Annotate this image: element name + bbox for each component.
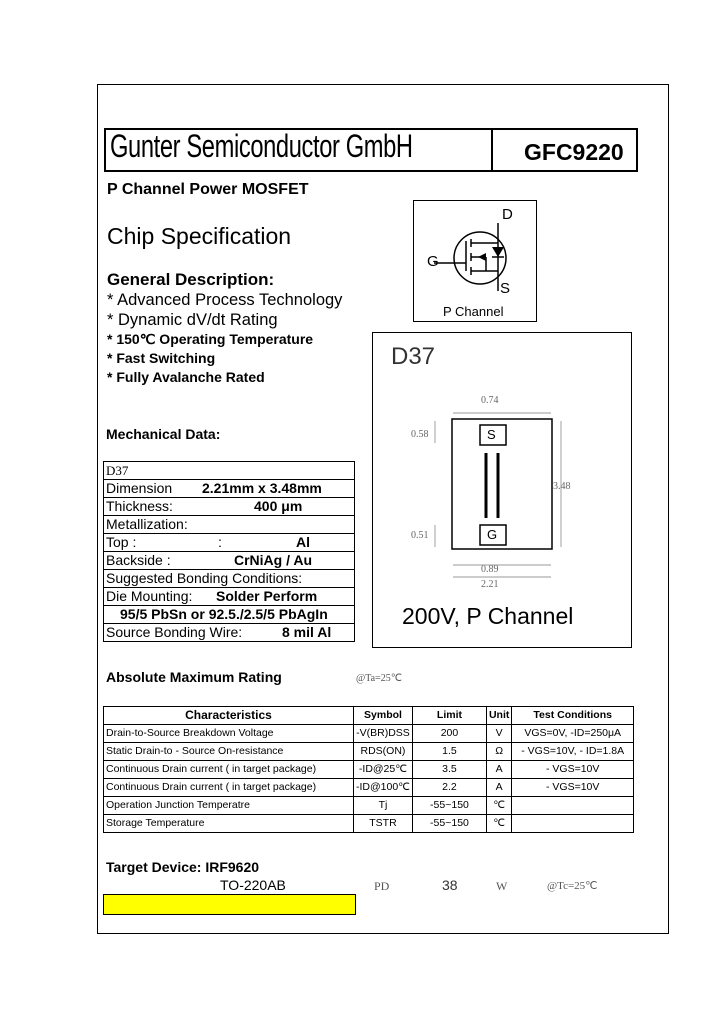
die-title: D37	[391, 343, 436, 370]
dim-left-bottom: 0.51	[411, 530, 429, 541]
cell: - VGS=10V	[512, 761, 634, 779]
highlight-bar	[103, 894, 356, 915]
mech-label: Metallization:	[104, 516, 355, 534]
mechanical-title: Mechanical Data:	[106, 426, 221, 442]
mech-label: Thickness:	[106, 498, 173, 514]
cell: TSTR	[354, 815, 413, 833]
cell: Ω	[486, 743, 511, 761]
mech-label: D37	[104, 462, 355, 480]
dim-bottom: 2.21	[481, 579, 499, 590]
cell: ℃	[486, 815, 511, 833]
cell: RDS(ON)	[354, 743, 413, 761]
mech-value: 2.21mm x 3.48mm	[202, 480, 322, 496]
amr-table	[103, 706, 634, 833]
cell: ℃	[486, 797, 511, 815]
table-row	[104, 743, 634, 761]
general-item: * Fast Switching	[107, 350, 216, 366]
amr-condition: @Ta=25℃	[356, 673, 402, 684]
cell: Operation Junction Temperatre	[104, 797, 354, 815]
cell: Static Drain-to - Source On-resistance	[104, 743, 354, 761]
table-row	[104, 570, 355, 588]
cell	[512, 815, 634, 833]
general-item: * 150℃ Operating Temperature	[107, 331, 314, 347]
cell: 1.5	[412, 743, 486, 761]
table-row	[104, 516, 355, 534]
die-outline-icon	[373, 333, 631, 647]
mech-label: Dimension	[106, 480, 173, 496]
general-item: * Advanced Process Technology	[107, 291, 343, 309]
general-title: General Description:	[107, 270, 275, 289]
part-number: GFC9220	[524, 139, 624, 165]
table-row	[104, 552, 355, 570]
mech-value: Solder Perform	[216, 588, 318, 604]
general-item: * Dynamic dV/dt Rating	[107, 311, 278, 329]
table-row	[104, 761, 634, 779]
dim-top: 0.74	[481, 395, 499, 406]
dim-bottom-inner: 0.89	[481, 564, 499, 575]
cell: A	[486, 761, 511, 779]
cell: - VGS=10V, - ID=1.8A	[512, 743, 634, 761]
source-label: S	[500, 280, 511, 297]
cell: -55~150	[412, 797, 486, 815]
mech-value: 8 mil Al	[282, 624, 332, 640]
target-package: TO-220AB	[220, 877, 286, 893]
drain-label: D	[502, 206, 513, 223]
mech-label: Top :	[106, 534, 137, 550]
table-header-row	[104, 707, 634, 725]
target-title: Target Device: IRF9620	[106, 859, 260, 875]
cell: -55~150	[412, 815, 486, 833]
company-name: Gunter Semiconductor GmbH	[110, 128, 413, 164]
cell: Continuous Drain current ( in target package)	[104, 779, 354, 797]
dim-right: 3.48	[553, 481, 571, 492]
die-drawing-box	[372, 332, 632, 648]
mosfet-symbol-box	[413, 200, 537, 322]
table-row	[104, 498, 355, 516]
cell: Tj	[354, 797, 413, 815]
mech-value: CrNiAg / Au	[234, 552, 313, 568]
cell: Storage Temperature	[104, 815, 354, 833]
table-row	[104, 779, 634, 797]
table-row	[104, 534, 355, 552]
table-row	[104, 725, 634, 743]
cell: 3.5	[412, 761, 486, 779]
dim-left-top: 0.58	[411, 429, 429, 440]
mech-label: Source Bonding Wire:	[106, 624, 243, 640]
target-unit: W	[496, 879, 508, 893]
cell: Continuous Drain current ( in target package)	[104, 761, 354, 779]
table-row	[104, 624, 355, 642]
table-row	[104, 606, 355, 624]
col-header: Characteristics	[104, 707, 354, 725]
target-condition: @Tc=25℃	[547, 880, 598, 892]
col-header: Symbol	[354, 707, 413, 725]
table-row	[104, 462, 355, 480]
cell: -ID@25℃	[354, 761, 413, 779]
mech-label: Die Mounting:	[106, 588, 193, 604]
symbol-caption: P Channel	[443, 304, 504, 319]
gate-label: G	[427, 253, 439, 270]
pad-s-label: S	[487, 427, 496, 442]
col-header: Unit	[486, 707, 511, 725]
col-header: Test Conditions	[512, 707, 634, 725]
amr-title: Absolute Maximum Rating	[106, 669, 282, 685]
mech-value: 400 μm	[254, 498, 303, 514]
cell: 200	[412, 725, 486, 743]
cell: - VGS=10V	[512, 779, 634, 797]
cell: A	[486, 779, 511, 797]
mech-mid: :	[218, 534, 222, 550]
product-type: P Channel Power MOSFET	[107, 181, 309, 198]
cell: -V(BR)DSS	[354, 725, 413, 743]
pad-g-label: G	[487, 527, 498, 542]
target-value: 38	[442, 877, 458, 893]
cell: -ID@100℃	[354, 779, 413, 797]
target-symbol: PD	[374, 879, 390, 893]
mechanical-table	[103, 461, 355, 642]
chip-spec-title: Chip Specification	[107, 223, 292, 249]
table-row	[104, 480, 355, 498]
cell: Drain-to-Source Breakdown Voltage	[104, 725, 354, 743]
general-item: * Fully Avalanche Rated	[107, 369, 265, 385]
cell: V	[486, 725, 511, 743]
cell: VGS=0V, -ID=250μA	[512, 725, 634, 743]
cell: 2.2	[412, 779, 486, 797]
col-header: Limit	[412, 707, 486, 725]
table-row	[104, 815, 634, 833]
die-caption: 200V, P Channel	[402, 603, 574, 629]
table-row	[104, 588, 355, 606]
table-row	[104, 797, 634, 815]
mech-label: Suggested Bonding Conditions:	[104, 570, 355, 588]
mech-label: Backside :	[106, 552, 171, 568]
mech-value: Al	[296, 534, 310, 550]
mech-value: 95/5 PbSn or 92.5./2.5/5 PbAgIn	[120, 606, 328, 622]
cell	[512, 797, 634, 815]
